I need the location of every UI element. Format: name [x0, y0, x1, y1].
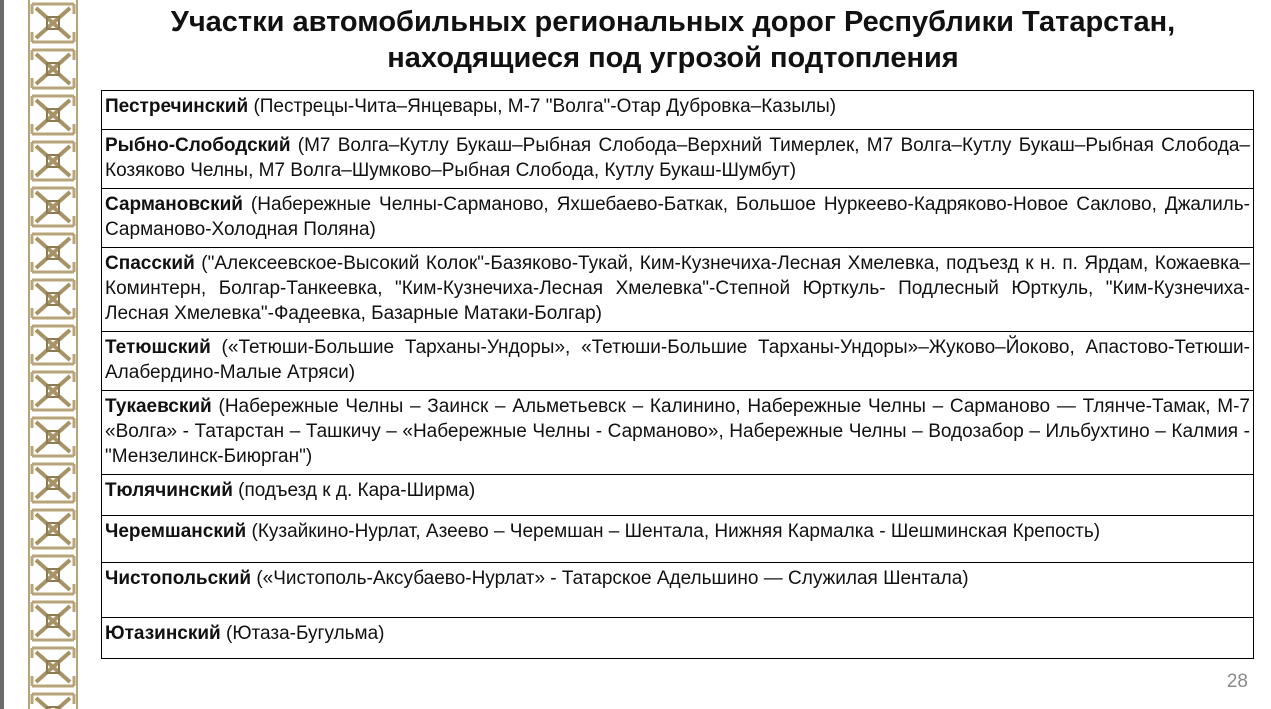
page-number: 28	[1226, 671, 1248, 692]
table-row	[102, 563, 1254, 618]
table-cell	[102, 516, 1254, 563]
district-name: Тетюшский	[105, 337, 211, 358]
table-row	[102, 332, 1254, 391]
table-cell	[102, 91, 1254, 130]
road-list: (Ютаза-Бугульма)	[220, 623, 385, 644]
district-name: Ютазинский	[105, 623, 221, 644]
table-cell	[102, 189, 1254, 248]
district-name: Чистопольский	[105, 568, 252, 589]
table-cell	[102, 475, 1254, 516]
table-row	[102, 475, 1254, 516]
road-list: (Пестрецы-Чита–Янцевары, М-7 "Волга"-Отар Дубровка–Казылы)	[248, 96, 837, 117]
district-name: Сармановский	[105, 194, 243, 215]
road-list: (Набережные Челны-Сарманово, Яхшебаево-Баткак, Большое Нуркеево-Кадряково-Новое Саклово, Джалиль-Сарманово-Холодная Поляна)	[105, 194, 1250, 240]
road-list: (подъезд к д. Кара-Ширма)	[232, 480, 476, 501]
road-list: («Тетюши-Большие Тарханы-Ундоры», «Тетюши-Большие Тарханы-Ундоры»–Жуково–Йоково, Апастово-Тетюши-Алабердино-Малые Атряси)	[105, 337, 1250, 383]
table-cell	[102, 391, 1254, 475]
title-line-2: находящиеся под угрозой подтопления	[387, 42, 959, 74]
district-name: Черемшанский	[105, 521, 247, 542]
table-row	[102, 391, 1254, 475]
district-name: Тюлячинский	[105, 480, 233, 501]
road-list: ("Алексеевское-Высокий Колок"-Базяково-Тукай, Ким-Кузнечиха-Лесная Хмелевка, подъезд к н. п. Ярдам, Кожаевка–Коминтерн, Болгар-Танкеевка, "Ким-Кузнечиха-Лесная Хмелевка"-Степной Юрткуль- Подлесный Юрткуль, "Ким-Кузнечиха-Лесная Хмелевка"-Фадеевка, Базарные Матаки-Болгар)	[105, 253, 1250, 324]
table-cell	[102, 248, 1254, 332]
table-cell	[102, 563, 1254, 618]
road-list: (Набережные Челны – Заинск – Альметьевск – Калинино, Набережные Челны – Сарманово — Тлянче-Тамак, М-7 «Волга» - Татарстан – Ташкичу – «Набережные Челны - Сарманово», Набережные Челны – Водозабор – Ильбухтино – Калмия - "Мензелинск-Биюрган")	[105, 396, 1250, 467]
table-cell	[102, 130, 1254, 189]
table-row	[102, 248, 1254, 332]
ornament-border	[28, 0, 78, 709]
roads-table	[101, 90, 1254, 659]
district-name: Рыбно-Слободский	[105, 135, 291, 156]
table-row	[102, 618, 1254, 659]
table-row	[102, 130, 1254, 189]
table-row	[102, 189, 1254, 248]
district-name: Пестречинский	[105, 96, 249, 117]
road-list: («Чистополь-Аксубаево-Нурлат» - Татарское Адельшино — Служилая Шентала)	[251, 568, 969, 589]
title-line-1: Участки автомобильных региональных дорог Республики Татарстан,	[170, 6, 1176, 38]
district-name: Спасский	[105, 253, 195, 274]
road-list: (М7 Волга–Кутлу Букаш–Рыбная Слобода–Верхний Тимерлек, М7 Волга–Кутлу Букаш–Рыбная Слобода–Козяково Челны, М7 Волга–Шумково–Рыбная Слобода, Кутлу Букаш-Шумбут)	[105, 135, 1250, 181]
road-list: (Кузайкино-Нурлат, Азеево – Черемшан – Шентала, Нижняя Кармалка - Шешминская Крепость)	[246, 521, 1101, 542]
table-row	[102, 516, 1254, 563]
slide-left-edge	[0, 0, 4, 709]
table-cell	[102, 332, 1254, 391]
table-row	[102, 91, 1254, 130]
slide-title	[100, 4, 1246, 76]
district-name: Тукаевский	[105, 396, 212, 417]
table-cell	[102, 618, 1254, 659]
